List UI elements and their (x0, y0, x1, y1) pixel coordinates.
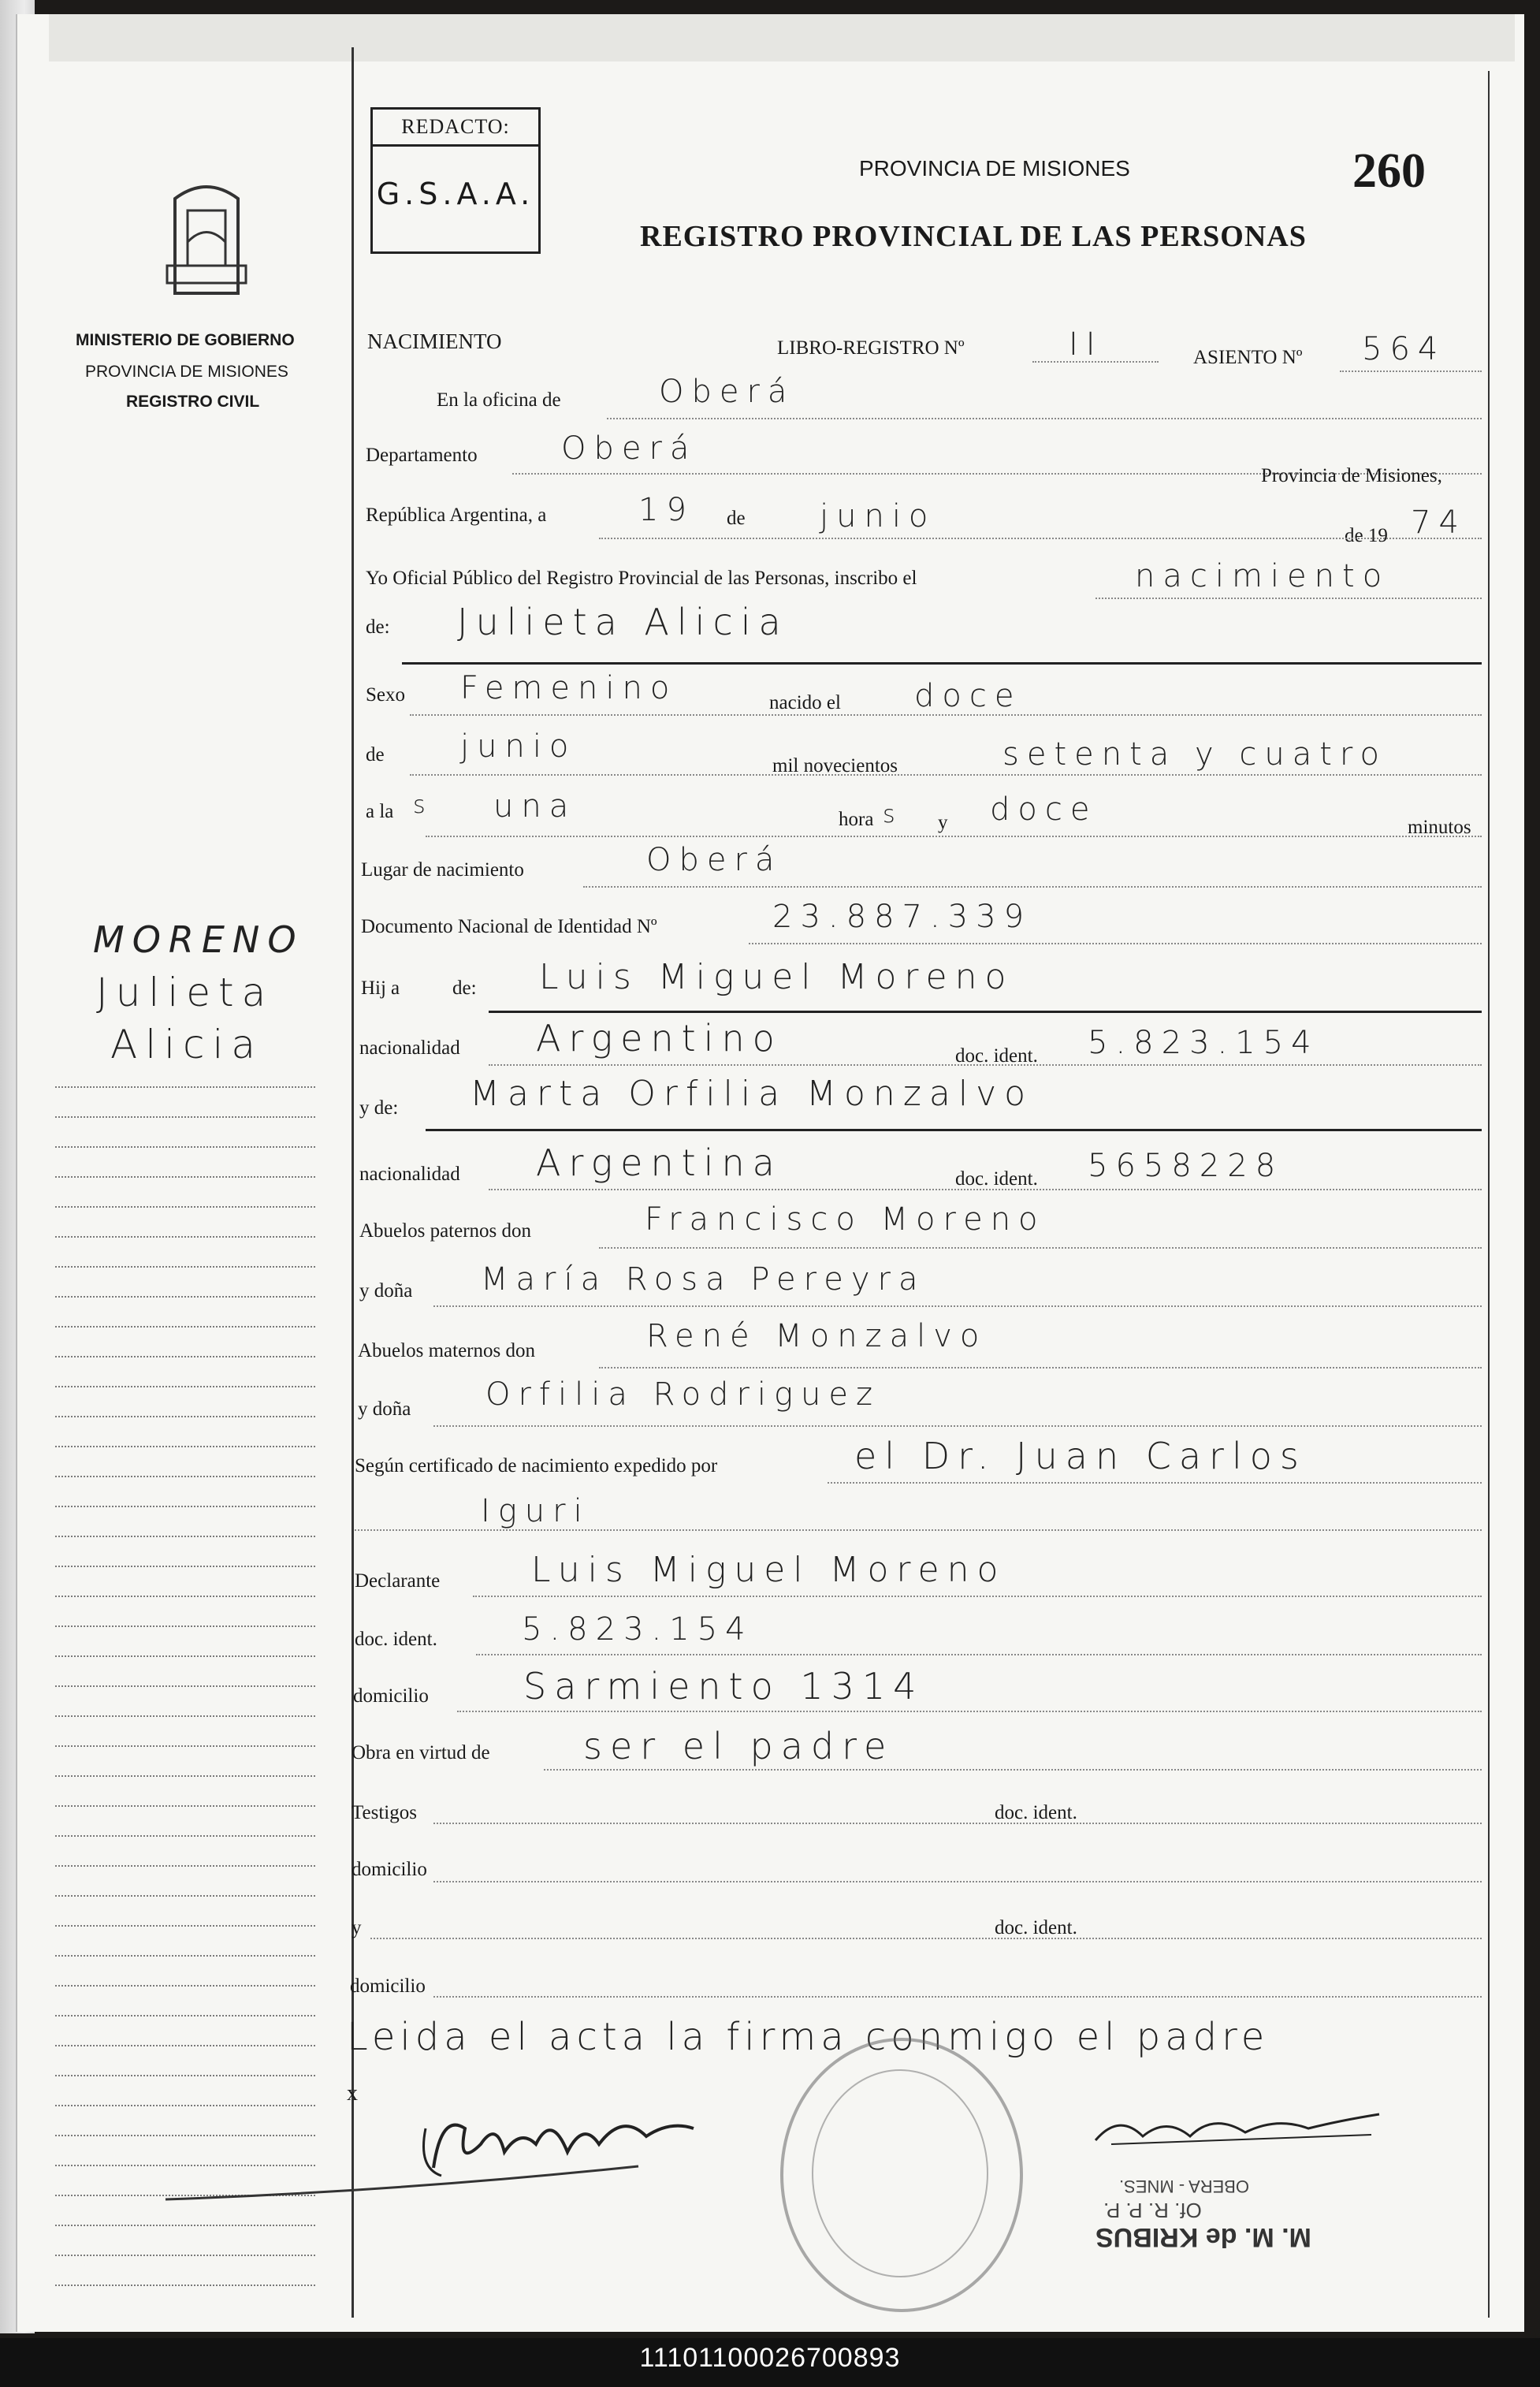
padre-nac-value: Argentino (536, 1017, 783, 1059)
margin-ruled-line (55, 1925, 315, 1927)
margin-ruled-line (55, 1895, 315, 1897)
margin-ruled-line (55, 1356, 315, 1357)
margin-ruled-line (55, 1386, 315, 1387)
coat-of-arms-icon (143, 175, 270, 301)
margin-ruled-line (55, 2285, 315, 2286)
fecha-mes: junio (820, 498, 936, 534)
yo-oficial-label: Yo Oficial Público del Registro Provincial de las Personas, inscribo el (366, 568, 917, 589)
margin-ruled-line (55, 2075, 315, 2076)
redacto-box (370, 107, 541, 254)
margin-ruled-line (55, 1865, 315, 1867)
doc-ident-label-5: doc. ident. (995, 1917, 1077, 1938)
nacido-dia-value: doce (914, 678, 1022, 714)
abuela-pat-dotline (433, 1305, 1482, 1307)
official-signature (1088, 2097, 1387, 2152)
obra-label: Obra en virtud de (352, 1742, 490, 1763)
mil-novecientos-label: mil novecientos (772, 755, 898, 776)
document-code: 11101100026700893 (639, 2343, 901, 2373)
official-stamp-line-3: Of. R. P. P. (1103, 2199, 1202, 2222)
page-top-shadow (49, 14, 1515, 61)
hora-suffix: s (883, 801, 903, 829)
y-dona-label-2: y doña (358, 1398, 411, 1420)
hora-value: una (493, 788, 577, 825)
abuelo-paterno-value: Francisco Moreno (645, 1201, 1046, 1238)
hora-label: hora (839, 809, 874, 830)
libro-dotline (1032, 361, 1159, 363)
testigos-label: Testigos (352, 1802, 417, 1823)
margin-ruled-line (55, 2255, 315, 2256)
abuela-mat-dotline (433, 1425, 1482, 1427)
underline-stroke (158, 2160, 646, 2207)
nacionalidad-label-1: nacionalidad (359, 1037, 460, 1059)
margin-ruled-line (55, 2135, 315, 2136)
domicilio-label-3: domicilio (350, 1976, 426, 1997)
nacido-el-label: nacido el (769, 692, 841, 713)
margin-ruled-line (55, 1326, 315, 1328)
doc-ident-label-2: doc. ident. (955, 1168, 1038, 1190)
y-de-label: y de: (359, 1097, 399, 1119)
signature-x-mark: x (347, 2081, 358, 2106)
closing-statement: Leida el acta la firma conmigo el padre (347, 2015, 1270, 2059)
hij-label: Hij (361, 978, 386, 999)
nacido-dotline (410, 774, 1482, 776)
madre-underline (426, 1129, 1482, 1131)
dni-dotline (749, 943, 1482, 944)
margin-firstname: Julieta (96, 970, 274, 1015)
domicilio-dotline (457, 1711, 1482, 1712)
lugar-value: Oberá (646, 842, 783, 878)
margin-ruled-line (55, 1685, 315, 1687)
minutos-value: doce (990, 791, 1098, 828)
redacto-label: REDACTO: (373, 110, 538, 147)
margin-middlename: Alicia (110, 1022, 264, 1067)
y-label-testigo: y (352, 1917, 362, 1938)
sexo-label: Sexo (366, 684, 405, 706)
padre-doc-value: 5.823.154 (1088, 1025, 1319, 1061)
act-type: NACIMIENTO (367, 330, 502, 353)
margin-ruled-line (55, 1775, 315, 1777)
margin-ruled-line (55, 1596, 315, 1597)
de-19-label: de 19 (1345, 525, 1388, 546)
nombre-underline (402, 662, 1482, 665)
domicilio3-dotline (433, 1996, 1482, 1998)
y-dona-label-1: y doña (359, 1280, 413, 1301)
declarante-label: Declarante (355, 1570, 441, 1592)
certificado-dotline-1 (828, 1482, 1482, 1484)
nacido-mes-value: junio (460, 728, 577, 765)
oficina-value: Oberá (659, 374, 795, 410)
testigo2-dotline (370, 1938, 1482, 1939)
ministry-line-1: MINISTERIO DE GOBIERNO (76, 331, 295, 349)
lugar-label: Lugar de nacimiento (361, 859, 524, 881)
de-padre-label: de: (452, 978, 477, 999)
margin-ruled-line (55, 1835, 315, 1837)
dni-label: Documento Nacional de Identidad Nº (361, 916, 657, 937)
hij-suffix: a (391, 978, 400, 999)
margin-ruled-line (55, 1566, 315, 1567)
hora-dotline (426, 836, 1482, 837)
margin-ruled-line (55, 1206, 315, 1208)
padre-nac-dotline (489, 1064, 1482, 1066)
margin-ruled-line (55, 1176, 315, 1178)
asiento-value: 564 (1362, 331, 1446, 367)
abuela-paterna-value: María Rosa Pereyra (481, 1261, 926, 1298)
province-title: PROVINCIA DE MISIONES (859, 156, 1130, 181)
lugar-dotline (583, 886, 1482, 888)
oficina-label: En la oficina de (437, 389, 561, 411)
ministry-line-2: PROVINCIA DE MISIONES (85, 363, 288, 381)
departamento-label: Departamento (366, 445, 478, 466)
redacto-value: G.S.A.A. (376, 177, 535, 211)
margin-ruled-line (55, 1745, 315, 1747)
certificado-value-2: Iguri (481, 1493, 590, 1529)
oficina-dotline (607, 418, 1482, 419)
doc-ident-label-3: doc. ident. (355, 1629, 437, 1650)
fecha-dia: 19 (638, 492, 694, 528)
abuelo-materno-value: René Monzalvo (646, 1318, 988, 1354)
a-la-suffix: s (413, 791, 433, 819)
margin-ruled-line (55, 1446, 315, 1447)
margin-ruled-line (55, 2225, 315, 2226)
fecha-dotline (599, 538, 1482, 539)
declarante-doc-value: 5.823.154 (522, 1611, 753, 1648)
decl-doc-dotline (476, 1654, 1482, 1655)
margin-ruled-line (55, 1116, 315, 1118)
abuela-materna-value: Orfilia Rodriguez (485, 1376, 880, 1413)
madre-nac-dotline (489, 1189, 1482, 1190)
abuelo-pat-dotline (599, 1247, 1482, 1249)
declarante-value: Luis Miguel Moreno (531, 1550, 1006, 1590)
de-label-2: de (366, 744, 385, 765)
domicilio-label-1: domicilio (353, 1685, 429, 1707)
registry-seal-inner (812, 2069, 988, 2277)
margin-ruled-line (55, 1506, 315, 1507)
domicilio-value: Sarmiento 1314 (523, 1665, 924, 1707)
margin-ruled-line (55, 1715, 315, 1717)
sexo-dotline (410, 714, 1482, 716)
nacido-anio-value: setenta y cuatro (1002, 736, 1387, 773)
asiento-label: ASIENTO Nº (1193, 347, 1303, 368)
margin-ruled-line (55, 1266, 315, 1268)
domicilio-label-2: domicilio (352, 1859, 427, 1880)
margin-ruled-line (55, 1146, 315, 1148)
segun-label: Según certificado de nacimiento expedido por (355, 1455, 718, 1477)
margin-ruled-line (55, 1655, 315, 1657)
doc-ident-label-1: doc. ident. (955, 1045, 1038, 1067)
nombre-value: Julieta Alicia (457, 601, 789, 643)
nacionalidad-label-2: nacionalidad (359, 1164, 460, 1185)
abuelos-maternos-label: Abuelos maternos don (358, 1340, 535, 1361)
obra-dotline (544, 1769, 1482, 1771)
minutos-label: minutos (1408, 817, 1471, 838)
padre-underline (489, 1011, 1482, 1013)
declarante-dotline (473, 1596, 1482, 1597)
departamento-value: Oberá (561, 430, 697, 467)
domicilio2-dotline (433, 1881, 1482, 1882)
certificado-value-1: el Dr. Juan Carlos (854, 1435, 1307, 1477)
de-label-1: de (727, 508, 746, 529)
margin-ruled-line (55, 1476, 315, 1477)
abuelos-paternos-label: Abuelos paternos don (359, 1220, 532, 1242)
registry-title: REGISTRO PROVINCIAL DE LAS PERSONAS (640, 220, 1307, 253)
asiento-dotline (1340, 371, 1482, 372)
dni-value: 23.887.339 (772, 899, 1032, 935)
y-label-hora: y (938, 812, 948, 833)
margin-ruled-line (55, 1086, 315, 1088)
madre-value: Marta Orfilia Monzalvo (470, 1074, 1034, 1114)
margin-ruled-line (55, 1296, 315, 1298)
margin-ruled-line (55, 1625, 315, 1627)
ministry-line-3: REGISTRO CIVIL (126, 393, 260, 411)
republica-label: República Argentina, a (366, 505, 547, 526)
official-stamp-line-1: M. M. de KRIBUS (1095, 2222, 1311, 2252)
de-nombre-label: de: (366, 616, 390, 638)
madre-doc-value: 5658228 (1088, 1148, 1284, 1184)
abuelo-mat-dotline (599, 1367, 1482, 1369)
margin-ruled-line (55, 1955, 315, 1957)
margin-ruled-line (55, 1536, 315, 1537)
a-la-label: a la (366, 801, 394, 822)
testigos-dotline (433, 1823, 1482, 1824)
margin-ruled-line (55, 1985, 315, 1987)
margin-ruled-line (55, 2015, 315, 2016)
right-rule (1488, 71, 1490, 2318)
provincia-label: Provincia de Misiones, (1261, 465, 1442, 486)
official-stamp-line-2: OBERA - MNES. (1119, 2177, 1250, 2196)
libro-value: II (1069, 326, 1103, 363)
inscripcion-value: nacimiento (1135, 558, 1390, 594)
inscripcion-dotline (1095, 598, 1482, 599)
margin-surname: MORENO (93, 918, 304, 961)
margin-ruled-line (55, 1416, 315, 1417)
page-number: 260 (1352, 144, 1426, 198)
fecha-anio: 74 (1411, 505, 1467, 541)
padre-value: Luis Miguel Moreno (539, 957, 1014, 997)
obra-value: ser el padre (583, 1725, 895, 1767)
margin-ruled-line (55, 2045, 315, 2046)
sexo-value: Femenino (460, 670, 678, 706)
libro-label: LIBRO-REGISTRO Nº (777, 337, 965, 359)
madre-nac-value: Argentina (536, 1141, 783, 1184)
margin-ruled-line (55, 2105, 315, 2106)
margin-ruled-line (55, 1236, 315, 1238)
certificado-dotline-2 (355, 1529, 1482, 1531)
doc-ident-label-4: doc. ident. (995, 1802, 1077, 1823)
margin-ruled-line (55, 1805, 315, 1807)
